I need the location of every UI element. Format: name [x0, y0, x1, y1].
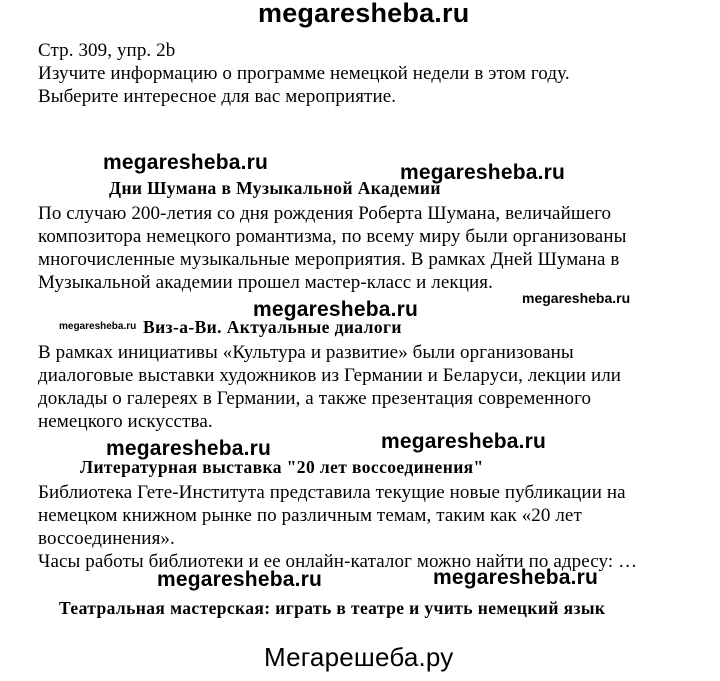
schumann-line-3: многочисленные музыкальные мероприятия. В рамках Дней Шумана в	[38, 249, 620, 270]
watermark: megaresheba.ru	[400, 161, 566, 184]
section-title-literature: Литературная выставка "20 лет воссоединения"	[80, 457, 484, 477]
footer-brand: Мегарешеба.ру	[264, 642, 454, 672]
watermark: megaresheba.ru	[59, 321, 137, 332]
intro-line-1: Изучите информацию о программе немецкой недели в этом году.	[38, 63, 570, 84]
literature-line-3: воссоединения».	[38, 528, 175, 549]
vis-a-vis-line-3: доклады о галереях в Германии, а также презентация современного	[38, 388, 592, 409]
watermark: megaresheba.ru	[157, 568, 323, 591]
literature-line-2: немецком книжном рынке по различным темам, таким как «20 лет	[38, 505, 582, 526]
schumann-line-1: По случаю 200-летия со дня рождения Роберта Шумана, величайшего	[38, 203, 612, 224]
literature-line-1: Библиотека Гете-Института представила текущие новые публикации на	[38, 482, 626, 503]
vis-a-vis-line-4: немецкого искусства.	[38, 411, 213, 432]
schumann-line-2: композитора немецкого романтизма, по всему миру были организованы	[38, 226, 627, 247]
watermark: megaresheba.ru	[381, 430, 547, 453]
watermark: megaresheba.ru	[106, 437, 272, 460]
schumann-line-4: Музыкальной академии прошел мастер-класс и лекция.	[38, 272, 493, 293]
watermark: megaresheba.ru	[522, 290, 631, 306]
section-title-schumann: Дни Шумана в Музыкальной Академии	[109, 178, 441, 198]
literature-line-4: Часы работы библиотеки и ее онлайн-каталог можно найти по адресу: …	[38, 551, 638, 572]
vis-a-vis-line-2: диалоговые выставки художников из Германии и Беларуси, лекции или	[38, 365, 622, 386]
watermark: megaresheba.ru	[253, 298, 419, 321]
vis-a-vis-line-1: В рамках инициативы «Культура и развитие» были организованы	[38, 342, 574, 363]
watermark: megaresheba.ru	[433, 566, 599, 589]
intro-line-2: Выберите интересное для вас мероприятие.	[38, 86, 397, 107]
exercise-reference: Стр. 309, упр. 2b	[38, 40, 176, 61]
site-title: megaresheba.ru	[258, 0, 470, 28]
watermark: megaresheba.ru	[103, 151, 269, 174]
section-title-vis-a-vis: Виз-а-Ви. Актуальные диалоги	[143, 317, 402, 337]
section-title-theatre: Театральная мастерская: играть в театре и учить немецкий язык	[59, 598, 606, 618]
